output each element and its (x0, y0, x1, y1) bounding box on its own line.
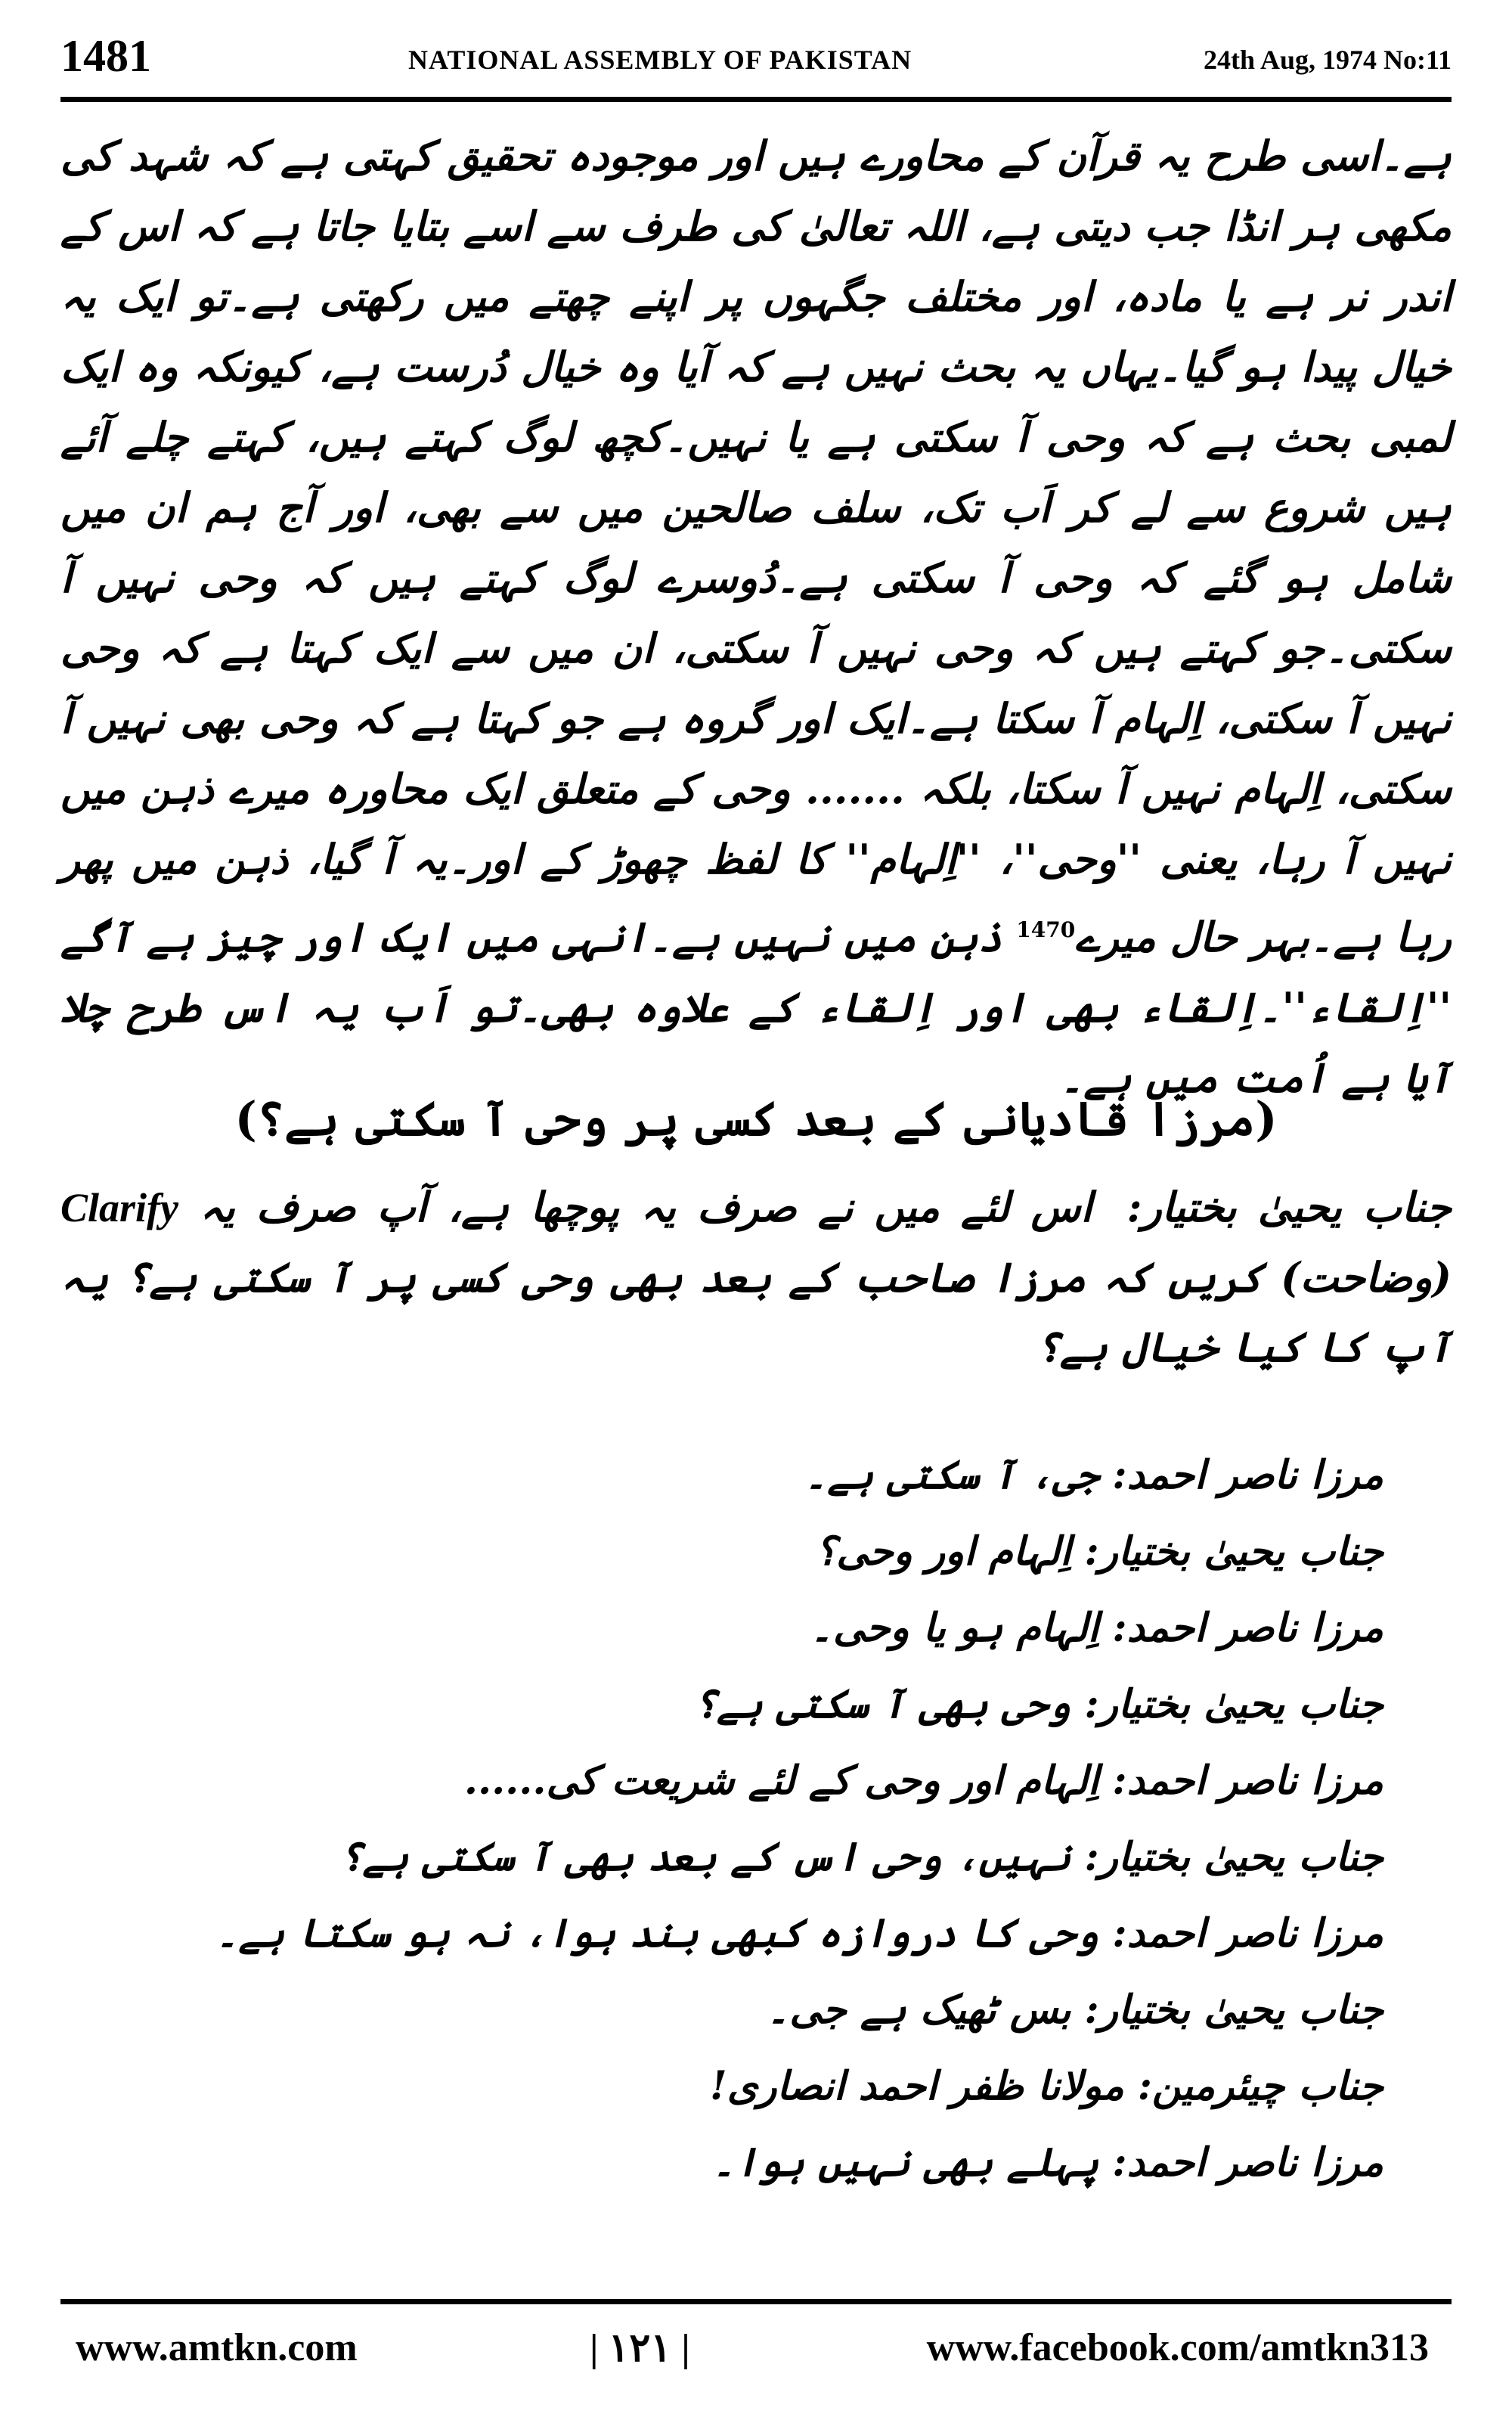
assembly-title: NATIONAL ASSEMBLY OF PAKISTAN (408, 45, 912, 75)
question-text-after: (وضاحت) کریں کہ مرزا صاحب کے بعد بھی وحی کسی پر آ سکتی ہے؟ یہ آپ کا کیا خیال ہے؟ (60, 1253, 1452, 1371)
english-term: Clarify (60, 1185, 178, 1230)
page-header (60, 30, 1452, 98)
section-heading: (مرزا قادیانی کے بعد کسی پر وحی آ سکتی ہے؟) (234, 1091, 1278, 1146)
dialogue-speaker: جناب یحییٰ بختیار: (1084, 1528, 1383, 1575)
dialogue-text: بس ٹھیک ہے جی۔ (766, 1987, 1071, 2033)
header-rule (60, 97, 1452, 102)
dialogue-line (215, 1895, 1383, 1972)
dialogue-speaker: مرزا ناصر احمد: (1112, 1758, 1383, 1804)
dialogue-speaker: مرزا ناصر احمد: (1112, 1452, 1383, 1498)
dialogue-line (401, 1972, 1383, 2048)
paragraph-text: ہے۔اسی طرح یہ قرآن کے محاورے ہیں اور موجودہ تحقیق کہتی ہے کہ شہد کی مکھی ہر انڈا جب دیتی ہے، اللہ تعالیٰ کی طرف سے اسے بتایا جاتا ہے کہ اس کے اندر نر ہے یا مادہ، اور مختلف جگہوں پر اپنے چھتے میں رکھتی ہے۔تو ایک یہ خیال پیدا ہو گیا۔یہاں یہ بحث نہیں ہے کہ آیا وہ خیال دُرست ہے، کیونکہ وہ ایک لمبی بحث ہے کہ وحی آ سکتی ہے یا نہیں۔کچھ لوگ کہتے ہیں، کہتے چلے آئے ہیں شروع سے لے کر اَب تک، سلف صالحین میں سے بھی، اور آج ہم ان میں شامل ہو گئے کہ وحی آ سکتی ہے۔دُوسرے لوگ کہتے ہیں کہ وحی نہیں آ سکتی۔جو کہتے ہیں کہ وحی نہیں آ سکتی، ان میں سے ایک کہتا ہے کہ وحی نہیں آ سکتی، اِلہام آ سکتا ہے۔ایک اور گروہ ہے جو کہتا ہے کہ وحی بھی نہیں آ سکتی، اِلہام نہیں آ سکتا، بلکہ ....... وحی کے متعلق ایک محاورہ میرے ذہن میں نہیں آ رہا، یعنی ''وحی''، ''اِلہام'' کا لفظ چھوڑ کے اور۔یہ آ گیا، ذہن میں پھر رہا ہے۔بہر حال میرے (60, 132, 1452, 961)
dialogue-text: پہلے بھی نہیں ہوا۔ (712, 2139, 1099, 2186)
dialogue-line (401, 2124, 1383, 2201)
dialogue-speaker: مرزا ناصر احمد: (1112, 1910, 1383, 1956)
page-footer (60, 2325, 1452, 2394)
facebook-link[interactable]: www.facebook.com/amtkn313 (926, 2326, 1429, 2369)
dialogue-line (401, 1666, 1383, 1742)
page-number: 1481 (60, 31, 151, 81)
question-text-before: اس لئے میں نے صرف یہ پوچھا ہے، آپ صرف یہ (200, 1183, 1092, 1231)
dialogue-speaker: جناب یحییٰ بختیار: (1084, 1681, 1383, 1727)
dialogue-text: وحی کا دروازہ کبھی بند ہوا، نہ ہو سکتا ہے۔ (215, 1910, 1099, 1956)
dialogue-line (401, 1590, 1383, 1666)
dialogue-line (401, 1742, 1383, 1819)
session-date: 24th Aug, 1974 No:11 (1203, 45, 1452, 75)
dialogue-text: وحی بھی آ سکتی ہے؟ (693, 1681, 1071, 1727)
dialogue-line (401, 1437, 1383, 1513)
dialogue-text: نہیں، وحی اس کے بعد بھی آ سکتی ہے؟ (339, 1834, 1071, 1880)
dialogue-text: جی، آ سکتی ہے۔ (804, 1452, 1099, 1498)
question-block (60, 1172, 1452, 1382)
dialogue-text: اِلہام ہو یا وحی۔ (810, 1605, 1099, 1651)
dialogue-speaker: جناب یحییٰ بختیار: (1084, 1834, 1383, 1880)
body-paragraph (60, 121, 1452, 1113)
urdu-page-number: | ۱۲۱ | (590, 2327, 690, 2370)
dialogue-text: مولانا ظفر احمد انصاری! (709, 2063, 1124, 2109)
footnote-marker: 1470 (1016, 917, 1076, 942)
dialogue-text: اِلہام اور وحی؟ (815, 1528, 1071, 1575)
website-link[interactable]: www.amtkn.com (76, 2326, 358, 2369)
dialogue-line (401, 1513, 1383, 1590)
dialogue-speaker: جناب یحییٰ بختیار: (1084, 1987, 1383, 2033)
paragraph-continuation: ذہن میں نہیں ہے۔انہی میں ایک اور چیز ہے آگے ''اِلقاء''۔اِلقاء بھی اور اِلقاء کے علاوہ بھی۔تو اَب یہ اس طرح چلا آیا ہے اُمت میں ہے۔ (60, 913, 1452, 1102)
dialogue-text: اِلہام اور وحی کے لئے شریعت کی...... (463, 1758, 1099, 1804)
dialogue-speaker: جناب چیئرمین: (1137, 2063, 1383, 2109)
dialogue-line (401, 2048, 1383, 2124)
dialogue-speaker: مرزا ناصر احمد: (1112, 2139, 1383, 2186)
dialogue-list (215, 1437, 1383, 2201)
dialogue-speaker: مرزا ناصر احمد: (1112, 1605, 1383, 1651)
dialogue-line (339, 1819, 1383, 1895)
footer-rule (60, 2299, 1452, 2304)
question-speaker: جناب یحییٰ بختیار: (1126, 1183, 1452, 1231)
